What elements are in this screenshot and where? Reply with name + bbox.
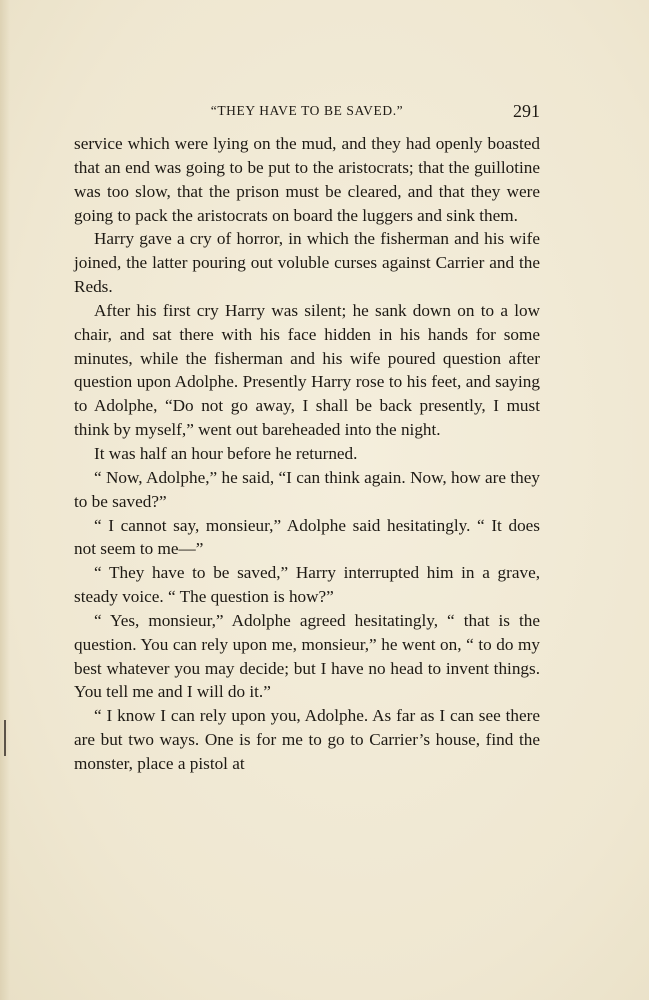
paragraph-4: It was half an hour before he returned. bbox=[94, 443, 358, 463]
margin-mark bbox=[4, 720, 6, 756]
body-text bbox=[74, 132, 540, 776]
page-edge-shadow bbox=[0, 0, 10, 1000]
paragraph-9: “ I know I can rely upon you, Adolphe. As far as I can see there are but two ways. One is for me to go to Carrier’s house, find the monster, place a pistol at bbox=[74, 706, 540, 773]
paragraph-8: “ Yes, monsieur,” Adolphe agreed hesitatingly, “ that is the question. You can rely upon me, monsieur,” he went on, “ to do my best whatever you may decide; but I have no head to invent things. You tell me and I will do it.” bbox=[74, 610, 540, 702]
page-number: 291 bbox=[513, 101, 540, 121]
paragraph-2: Harry gave a cry of horror, in which the fisherman and his wife joined, the latter pouring out voluble curses against Carrier and the Reds. bbox=[74, 229, 540, 297]
paragraph-6: “ I cannot say, monsieur,” Adolphe said hesitatingly. “ It does not seem to me—” bbox=[74, 515, 540, 559]
paragraph-3: After his first cry Harry was silent; he sank down on to a low chair, and sat there with his face hidden in his hands for some minutes, while the fisherman and his wife poured question after question upon Adolphe. Presently Harry rose to his feet, and saying to Adolphe, “Do not go away, I shall be back presently, I must think by myself,” went out bareheaded into the night. bbox=[74, 300, 540, 440]
page-header bbox=[74, 97, 540, 125]
paragraph-5: “ Now, Adolphe,” he said, “I can think again. Now, how are they to be saved?” bbox=[74, 467, 540, 511]
paragraph-7: “ They have to be saved,” Harry interrupted him in a grave, steady voice. “ The question is how?” bbox=[74, 563, 540, 607]
running-head: “THEY HAVE TO BE SAVED.” bbox=[210, 103, 404, 118]
paragraph-1: service which were lying on the mud, and they had openly boasted that an end was going to be put to the aristocrats; that the guillotine was too slow, that the prison must be cleared, and that they were going to pack the aristocrats on board the luggers and sink them. bbox=[74, 134, 540, 225]
